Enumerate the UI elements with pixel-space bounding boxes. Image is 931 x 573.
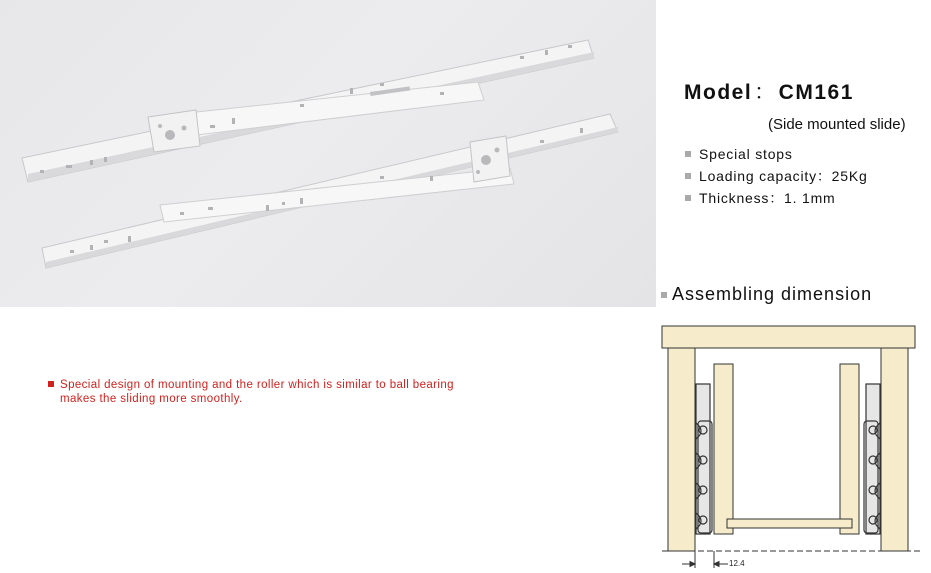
cabinet-right-side bbox=[881, 348, 908, 551]
right-slide-profile bbox=[864, 384, 880, 534]
model-heading bbox=[684, 76, 854, 106]
drawer-left-side bbox=[714, 364, 733, 534]
feature-line-1 bbox=[48, 378, 528, 392]
left-slide-profile bbox=[696, 384, 712, 534]
feature-note bbox=[48, 378, 528, 406]
product-subtitle: (Side mounted slide) bbox=[768, 116, 906, 133]
assembling-heading bbox=[661, 284, 872, 305]
square-bullet-icon bbox=[685, 151, 691, 157]
feature-text-2: makes the sliding more smoothly. bbox=[60, 393, 243, 405]
spec-text: Loading capacity：25Kg bbox=[699, 168, 868, 184]
square-bullet-icon bbox=[685, 195, 691, 201]
drawer-bottom bbox=[727, 519, 852, 528]
cabinet-top-board bbox=[662, 326, 915, 348]
model-label: Model bbox=[684, 81, 753, 104]
assembly-diagram bbox=[656, 318, 931, 573]
red-square-bullet-icon bbox=[48, 381, 54, 387]
spec-item bbox=[685, 165, 868, 187]
drawer-slides-illustration bbox=[0, 0, 656, 307]
feature-text-1: Special design of mounting and the roller which is similar to ball bearing bbox=[60, 379, 454, 391]
cabinet-left-side bbox=[668, 348, 695, 551]
square-bullet-icon bbox=[661, 292, 667, 298]
assembling-title: Assembling dimension bbox=[672, 284, 873, 304]
drawer-right-side bbox=[840, 364, 859, 534]
model-number: CM161 bbox=[778, 81, 854, 104]
spec-list bbox=[685, 143, 868, 209]
square-bullet-icon bbox=[685, 173, 691, 179]
product-photo bbox=[0, 0, 656, 307]
spec-text: Special stops bbox=[699, 146, 793, 162]
dimension-label: 12.4 bbox=[729, 559, 745, 568]
spec-item bbox=[685, 187, 868, 209]
spec-item bbox=[685, 143, 868, 165]
model-separator: ： bbox=[754, 81, 777, 104]
dimension-marker bbox=[682, 551, 728, 568]
spec-text: Thickness：1. 1mm bbox=[699, 190, 836, 206]
